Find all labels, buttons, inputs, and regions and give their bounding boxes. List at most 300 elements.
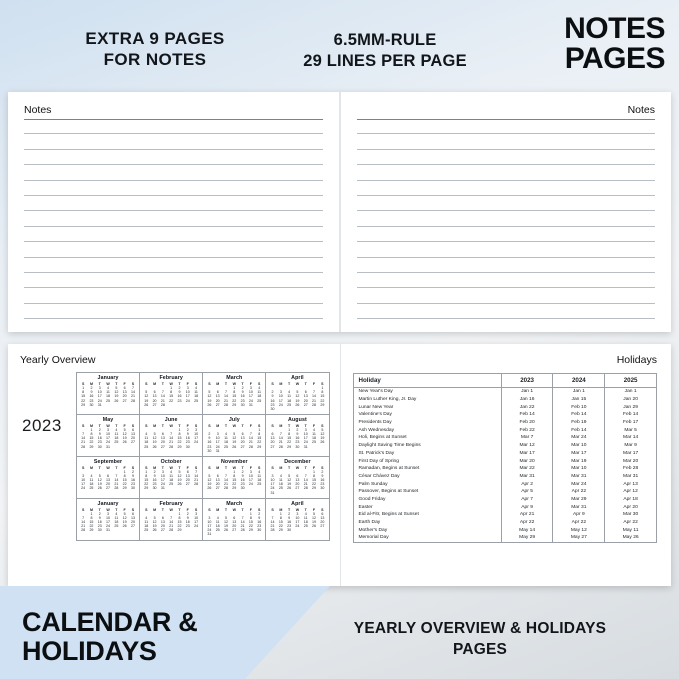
notes-header-right: Notes — [627, 104, 655, 116]
mini-month-name: March — [226, 375, 243, 381]
day-cell: 17 — [97, 394, 102, 399]
day-cell: 16 — [287, 520, 292, 524]
mini-month — [203, 499, 266, 541]
ruled-line — [357, 181, 656, 196]
day-cell: 20 — [270, 440, 275, 445]
day-cell — [255, 532, 263, 536]
day-cell: 19 — [114, 394, 119, 399]
day-cell: 17 — [278, 398, 283, 403]
day-cell: 20 — [295, 482, 300, 487]
day-cell: 26 — [122, 524, 127, 529]
day-cell: 23 — [257, 524, 262, 529]
notes-page-spread — [8, 92, 671, 332]
mini-month-name: March — [226, 500, 243, 507]
day-cell: 15 — [122, 478, 127, 483]
day-cell: 30 — [152, 486, 157, 491]
day-cell: 2 — [153, 469, 156, 474]
day-cell: 13 — [240, 436, 245, 441]
day-cell: 27 — [160, 444, 165, 449]
day-cell: 5 — [208, 474, 211, 478]
mini-month-table — [79, 508, 137, 533]
weekday-header: T — [178, 423, 181, 428]
day-cell: 22 — [312, 482, 316, 487]
notes-page-left — [8, 92, 339, 332]
day-cell: 4 — [145, 432, 148, 437]
table-row — [354, 503, 657, 511]
day-cell: 13 — [130, 515, 135, 520]
day-cell — [302, 491, 310, 495]
day-cell — [192, 445, 200, 449]
day-cell: 4 — [288, 390, 291, 395]
section-heading-notes-pages — [505, 14, 665, 74]
day-cell: 15 — [144, 478, 149, 483]
callout-line-2: FOR NOTES — [103, 50, 207, 70]
day-cell: 18 — [287, 398, 292, 403]
day-cell: 7 — [82, 515, 85, 520]
day-cell — [120, 403, 128, 407]
day-cell: 27 — [215, 486, 220, 491]
day-cell: 4 — [304, 511, 307, 516]
day-cell: 29 — [287, 444, 292, 449]
day-cell: 16 — [320, 478, 325, 483]
weekday-header: W — [295, 423, 300, 428]
day-cell: 27 — [295, 486, 300, 491]
holiday-name-cell: Eid al-Fitr, Begins at Sunset — [354, 511, 501, 519]
day-cell: 30 — [89, 402, 94, 407]
day-cell: 5 — [321, 428, 324, 432]
feature-callout-rule-spec — [270, 30, 500, 73]
day-cell: 2 — [288, 511, 291, 516]
weekday-header: M — [216, 465, 220, 470]
day-cell: 22 — [177, 524, 182, 529]
day-cell: 26 — [152, 528, 157, 533]
weekday-header: M — [89, 382, 93, 386]
day-cell: 9 — [186, 432, 189, 437]
day-cell: 5 — [296, 390, 299, 395]
day-cell: 15 — [81, 394, 86, 399]
day-cell: 27 — [320, 524, 325, 529]
day-cell: 8 — [233, 474, 236, 478]
day-cell: 13 — [270, 436, 275, 441]
day-cell: 18 — [144, 524, 149, 529]
day-cell: 19 — [97, 482, 102, 487]
day-cell: 22 — [122, 482, 127, 487]
day-cell: 7 — [224, 474, 227, 478]
mini-month-table — [142, 508, 200, 533]
day-cell — [318, 528, 326, 532]
weekday-header: S — [271, 423, 274, 428]
ruled-line — [357, 242, 656, 257]
day-cell: 14 — [240, 520, 245, 524]
day-cell: 11 — [114, 515, 119, 520]
ruled-line — [24, 181, 323, 196]
ruled-line — [24, 196, 323, 211]
day-cell: 1 — [145, 469, 148, 474]
weekday-header: W — [295, 382, 300, 386]
day-cell: 9 — [178, 390, 181, 395]
day-cell: 17 — [81, 482, 86, 487]
day-cell: 3 — [208, 515, 211, 520]
weekday-header: S — [258, 382, 261, 386]
day-cell: 29 — [89, 528, 94, 533]
holiday-date-cell: Apr 9 — [501, 503, 553, 511]
day-cell: 6 — [271, 432, 274, 437]
day-cell: 30 — [207, 448, 212, 453]
day-cell: 31 — [215, 448, 220, 453]
day-cell: 21 — [248, 440, 253, 445]
weekday-header: T — [224, 382, 228, 386]
day-cell: 28 — [270, 528, 275, 533]
ruled-line — [357, 211, 656, 226]
day-cell: 7 — [170, 432, 173, 437]
day-cell: 25 — [257, 398, 262, 403]
day-cell: 26 — [295, 402, 300, 407]
day-cell: 13 — [160, 436, 165, 441]
weekday-header: W — [232, 465, 236, 470]
day-cell: 5 — [224, 515, 227, 520]
mini-month-name: April — [291, 375, 304, 381]
day-cell: 3 — [107, 511, 110, 516]
day-cell: 10 — [106, 515, 111, 520]
day-cell: 30 — [257, 528, 262, 533]
day-cell: 4 — [224, 432, 227, 437]
holiday-name-cell: Ramadan, Begins at Sunset — [354, 465, 501, 473]
mini-month-table — [142, 424, 200, 449]
day-cell: 10 — [207, 520, 212, 524]
day-cell: 16 — [270, 398, 275, 403]
mini-month — [77, 373, 140, 415]
day-cell: 14 — [270, 520, 275, 524]
ruled-line — [357, 227, 656, 242]
day-cell: 17 — [160, 478, 165, 483]
day-cell — [192, 528, 200, 532]
day-cell: 25 — [89, 486, 94, 491]
ruled-line — [24, 119, 323, 134]
callout-line-1: YEARLY OVERVIEW & HOLIDAYS — [353, 620, 607, 638]
day-cell: 19 — [320, 436, 325, 441]
day-cell: 31 — [207, 532, 212, 537]
weekday-header: S — [208, 507, 211, 512]
ruled-lines-right — [357, 119, 656, 319]
day-cell — [285, 491, 293, 495]
weekday-header: T — [288, 507, 291, 512]
day-cell: 29 — [320, 402, 325, 407]
day-cell — [184, 486, 192, 490]
holiday-date-cell: Apr 22 — [553, 519, 605, 527]
heading-line-2: PAGES — [564, 42, 665, 75]
day-cell: 23 — [270, 402, 275, 407]
mini-month-table — [205, 424, 263, 453]
holiday-date-cell: May 27 — [553, 534, 605, 542]
weekday-header: M — [153, 423, 157, 428]
day-cell — [247, 449, 255, 453]
day-cell: 29 — [232, 486, 237, 491]
day-cell: 14 — [169, 436, 174, 441]
day-cell: 12 — [97, 478, 102, 483]
day-cell: 7 — [170, 515, 173, 520]
ruled-line — [357, 273, 656, 288]
day-cell: 30 — [240, 402, 245, 407]
mini-month — [266, 415, 329, 457]
day-cell — [120, 445, 128, 449]
day-cell: 31 — [106, 444, 111, 449]
day-cell: 27 — [270, 444, 275, 449]
day-cell: 27 — [232, 528, 237, 533]
day-cell: 15 — [312, 478, 316, 483]
day-cell: 12 — [312, 515, 316, 520]
day-cell: 6 — [186, 469, 189, 474]
day-cell: 12 — [207, 394, 212, 399]
day-cell: 5 — [153, 432, 156, 437]
holiday-date-cell: Jan 29 — [605, 403, 657, 411]
day-cell: 28 — [81, 528, 86, 533]
holiday-name-cell: Martin Luther King, Jr. Day — [354, 396, 501, 404]
mini-month — [203, 415, 266, 457]
day-cell: 16 — [185, 520, 190, 524]
table-row — [354, 419, 657, 427]
day-cell: 11 — [224, 436, 228, 441]
day-cell: 6 — [131, 428, 134, 432]
day-cell: 29 — [144, 486, 149, 491]
holiday-name-cell: Holi, Begins at Sunset — [354, 434, 501, 442]
day-cell: 9 — [321, 474, 324, 478]
weekday-header: T — [178, 465, 181, 470]
day-cell: 19 — [232, 440, 237, 445]
day-cell: 9 — [258, 515, 261, 520]
day-cell: 29 — [257, 444, 262, 449]
holiday-date-cell: Apr 7 — [501, 496, 553, 504]
day-cell: 20 — [320, 520, 325, 524]
day-cell: 12 — [223, 520, 228, 524]
mini-month-name: June — [164, 416, 178, 423]
holiday-date-cell: Feb 19 — [553, 419, 605, 427]
holiday-date-cell: Apr 22 — [605, 519, 657, 527]
day-cell: 20 — [106, 482, 111, 487]
day-cell: 5 — [178, 469, 181, 474]
day-cell — [293, 491, 301, 495]
day-cell: 24 — [194, 524, 199, 529]
day-cell: 25 — [114, 524, 119, 529]
day-cell: 20 — [160, 440, 165, 445]
day-cell: 12 — [144, 394, 149, 399]
day-cell: 18 — [223, 440, 228, 445]
holiday-name-cell: Earth Day — [354, 519, 501, 527]
weekday-header: W — [169, 423, 173, 428]
day-cell — [129, 403, 137, 407]
day-cell: 24 — [278, 402, 283, 407]
weekday-header: F — [186, 507, 189, 512]
day-cell: 6 — [216, 390, 219, 395]
holiday-date-cell: May 26 — [605, 534, 657, 542]
weekday-header: T — [178, 382, 181, 386]
weekday-header: T — [224, 507, 228, 512]
mini-month — [203, 457, 266, 499]
day-cell: 17 — [185, 394, 190, 399]
day-cell: 4 — [107, 386, 110, 391]
day-cell — [318, 445, 326, 449]
day-cell: 13 — [303, 394, 308, 399]
holiday-date-cell: Jan 1 — [501, 388, 553, 396]
day-cell: 23 — [185, 440, 190, 445]
weekday-header: W — [295, 507, 300, 512]
table-row — [354, 526, 657, 534]
weekday-header: T — [115, 423, 118, 428]
holiday-name-cell: Memorial Day — [354, 534, 501, 542]
day-cell: 10 — [248, 474, 253, 478]
day-cell: 16 — [152, 478, 157, 483]
day-cell: 22 — [89, 524, 94, 529]
day-cell: 23 — [287, 524, 292, 529]
day-cell: 5 — [98, 474, 101, 478]
day-cell: 6 — [296, 474, 299, 478]
day-cell: 31 — [160, 486, 165, 491]
day-cell: 22 — [232, 398, 237, 403]
day-cell: 14 — [223, 478, 228, 483]
day-cell — [175, 403, 183, 407]
day-cell: 18 — [257, 478, 262, 483]
weekday-header: T — [115, 382, 118, 386]
day-cell: 6 — [107, 474, 110, 478]
day-cell: 11 — [303, 515, 308, 520]
holiday-date-cell: Mar 12 — [501, 442, 553, 450]
day-cell: 8 — [178, 515, 181, 520]
day-cell: 9 — [186, 515, 189, 520]
weekday-header: T — [241, 382, 244, 386]
day-cell: 5 — [123, 428, 126, 432]
day-cell: 15 — [257, 436, 262, 441]
table-row — [354, 496, 657, 504]
day-cell: 20 — [240, 440, 245, 445]
weekday-header: F — [312, 382, 316, 386]
day-cell: 3 — [82, 474, 85, 478]
day-cell — [310, 528, 318, 532]
day-cell: 23 — [89, 398, 94, 403]
day-cell: 6 — [321, 511, 324, 516]
day-cell: 6 — [131, 511, 134, 516]
day-cell: 11 — [257, 390, 262, 395]
day-cell: 3 — [296, 511, 299, 516]
ruled-line — [24, 304, 323, 319]
day-cell: 19 — [312, 520, 316, 524]
holidays-title: Holidays — [616, 354, 657, 366]
ruled-line — [24, 273, 323, 288]
weekday-header: S — [131, 465, 135, 470]
day-cell — [104, 403, 112, 407]
day-cell: 30 — [270, 406, 275, 411]
weekday-header: S — [321, 507, 324, 512]
mini-month — [77, 499, 140, 541]
day-cell: 1 — [90, 511, 93, 516]
mini-month-table — [205, 382, 263, 407]
day-cell: 27 — [240, 444, 245, 449]
holidays-column-header: Holiday — [354, 374, 501, 388]
day-cell: 25 — [169, 482, 174, 487]
holiday-date-cell: Jan 1 — [605, 388, 657, 396]
day-cell: 10 — [185, 390, 190, 395]
day-cell: 20 — [232, 524, 237, 529]
day-cell: 24 — [81, 486, 86, 491]
weekday-header: T — [161, 382, 164, 386]
day-cell: 18 — [169, 478, 174, 483]
weekday-header: M — [279, 465, 283, 470]
day-cell: 7 — [195, 469, 198, 474]
weekday-header: T — [304, 507, 307, 512]
day-cell: 15 — [177, 436, 182, 441]
day-cell: 9 — [98, 432, 101, 437]
weekday-header: M — [153, 465, 157, 470]
weekday-header: T — [115, 507, 118, 512]
day-cell — [318, 407, 326, 411]
day-cell: 13 — [122, 390, 127, 395]
callout-line-1: 6.5MM-RULE — [333, 31, 437, 49]
heading-line-2: HOLIDAYS — [22, 635, 157, 666]
day-cell: 18 — [278, 482, 283, 487]
weekday-header: T — [178, 507, 181, 512]
holiday-date-cell: Jan 1 — [553, 388, 605, 396]
day-cell: 1 — [178, 511, 181, 516]
weekday-header: T — [241, 507, 244, 512]
weekday-header: S — [258, 423, 261, 428]
day-cell: 8 — [321, 390, 324, 395]
day-cell: 11 — [287, 394, 291, 399]
day-cell: 18 — [144, 440, 149, 445]
day-cell: 29 — [177, 444, 182, 449]
day-cell: 20 — [185, 478, 190, 483]
day-cell: 8 — [90, 432, 93, 437]
day-cell: 23 — [240, 482, 245, 487]
day-cell: 8 — [90, 515, 93, 520]
mini-month-name: November — [220, 458, 248, 465]
weekday-header: M — [153, 507, 157, 512]
day-cell: 6 — [216, 474, 219, 478]
day-cell: 12 — [122, 432, 127, 437]
holiday-name-cell: Ash Wednesday — [354, 426, 501, 434]
day-cell: 27 — [160, 528, 165, 533]
day-cell: 1 — [321, 386, 324, 391]
day-cell: 3 — [161, 469, 164, 474]
day-cell: 9 — [90, 390, 93, 395]
day-cell: 6 — [161, 432, 164, 437]
day-cell: 2 — [296, 428, 299, 432]
day-cell: 26 — [207, 402, 212, 407]
day-cell: 2 — [258, 511, 261, 516]
day-cell: 21 — [278, 440, 283, 445]
day-cell: 24 — [207, 528, 212, 533]
day-cell: 17 — [194, 436, 199, 441]
holiday-date-cell: Mar 9 — [605, 442, 657, 450]
holidays-column-header: 2024 — [553, 374, 605, 388]
day-cell: 2 — [90, 386, 93, 391]
callout-line-2: PAGES — [452, 641, 508, 659]
day-cell: 2 — [208, 432, 211, 437]
day-cell — [247, 486, 255, 490]
holiday-date-cell: Mar 5 — [605, 426, 657, 434]
day-cell: 22 — [144, 482, 149, 487]
weekday-header: F — [249, 465, 252, 470]
heading-line-1: CALENDAR & — [22, 607, 198, 638]
weekday-header: W — [106, 465, 110, 470]
day-cell: 12 — [207, 478, 212, 483]
day-cell: 26 — [320, 440, 325, 445]
day-cell: 15 — [248, 520, 253, 524]
weekday-header: F — [123, 507, 126, 512]
day-cell: 20 — [215, 482, 220, 487]
day-cell: 19 — [207, 482, 212, 487]
day-cell: 7 — [82, 432, 85, 437]
day-cell — [129, 445, 137, 449]
day-cell — [302, 407, 310, 411]
mini-month-table — [142, 382, 200, 407]
